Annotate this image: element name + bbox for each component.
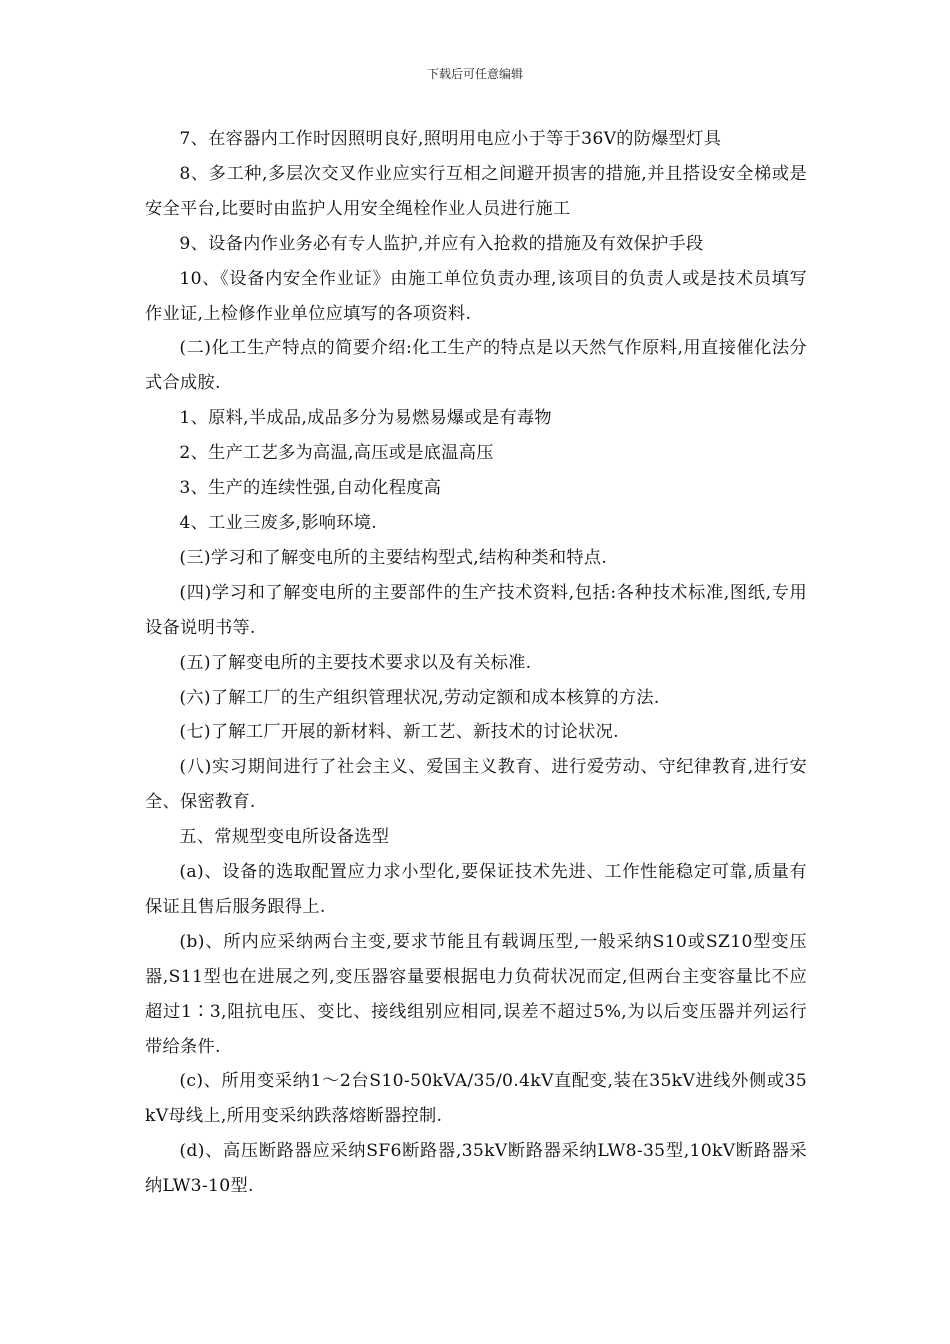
section-3: (三)学习和了解变电所的主要结构型式,结构种类和特点.	[179, 547, 608, 568]
paragraph-7: 7、在容器内工作时因照明良好,照明用电应小于等于36V的防爆型灯具	[179, 129, 722, 149]
paragraph-9: 9、设备内作业务必有专人监护,并应有入抢救的措施及有效保护手段	[179, 233, 704, 254]
paragraph-8: 8、多工种,多层次交叉作业应实行互相之间避开损害的措施,并且搭设安全梯或是安全平台,比要时由监护人用安全绳栓作业人员进行施工	[145, 163, 807, 219]
section-8: (八)实习期间进行了社会主义、爱国主义教育、进行爱劳动、守纪律教育,进行安全、保密教育.	[145, 757, 807, 813]
item-c: (c)、所用变采纳1～2台S10-50kVA/35/0.4kV直配变,装在35kV进线外侧或35kV母线上,所用变采纳跌落熔断器控制.	[145, 1071, 807, 1127]
list-item-2: 2、生产工艺多为高温,高压或是底温高压	[179, 443, 494, 464]
section-5: (五)了解变电所的主要技术要求以及有关标准.	[179, 652, 532, 673]
list-item-1: 1、原料,半成品,成品多分为易燃易爆或是有毒物	[179, 408, 552, 429]
item-a: (a)、设备的选取配置应力求小型化,要保证技术先进、工作性能稳定可靠,质量有保证且售后服务跟得上.	[145, 862, 807, 917]
section-2-intro: (二)化工生产特点的简要介绍:化工生产的特点是以天然气作原料,用直接催化法分式合成胺.	[145, 338, 807, 394]
document-body	[145, 122, 807, 1204]
section-6: (六)了解工厂的生产组织管理状况,劳动定额和成本核算的方法.	[179, 687, 660, 708]
header-note: 下载后可任意编辑	[426, 67, 523, 81]
list-item-4: 4、工业三废多,影响环境.	[179, 512, 378, 533]
item-b: (b)、所内应采纳两台主变,要求节能且有载调压型,一般采纳S10或SZ10型变压器,S11型也在进展之列,变压器容量要根据电力负荷状况而定,但两台主变容量比不应超过1∶3,阻抗电压、变比、接线组别应相同,误差不超过5%,为以后变压器并列运行带给条件.	[145, 931, 807, 1057]
section-4: (四)学习和了解变电所的主要部件的生产技术资料,包括:各种技术标准,图纸,专用设备说明书等.	[145, 582, 807, 638]
chapter-5-heading: 五、常规型变电所设备选型	[179, 827, 390, 848]
list-item-3: 3、生产的连续性强,自动化程度高	[179, 478, 442, 499]
section-7: (七)了解工厂开展的新材料、新工艺、新技术的讨论状况.	[179, 722, 619, 743]
paragraph-10: 10、《设备内安全作业证》由施工单位负责办理,该项目的负责人或是技术员填写作业证,上检修作业单位应填写的各项资料.	[145, 268, 807, 324]
item-d: (d)、高压断路器应采纳SF6断路器,35kV断路器采纳LW8-35型,10kV断路器采纳LW3-10型.	[145, 1141, 807, 1197]
